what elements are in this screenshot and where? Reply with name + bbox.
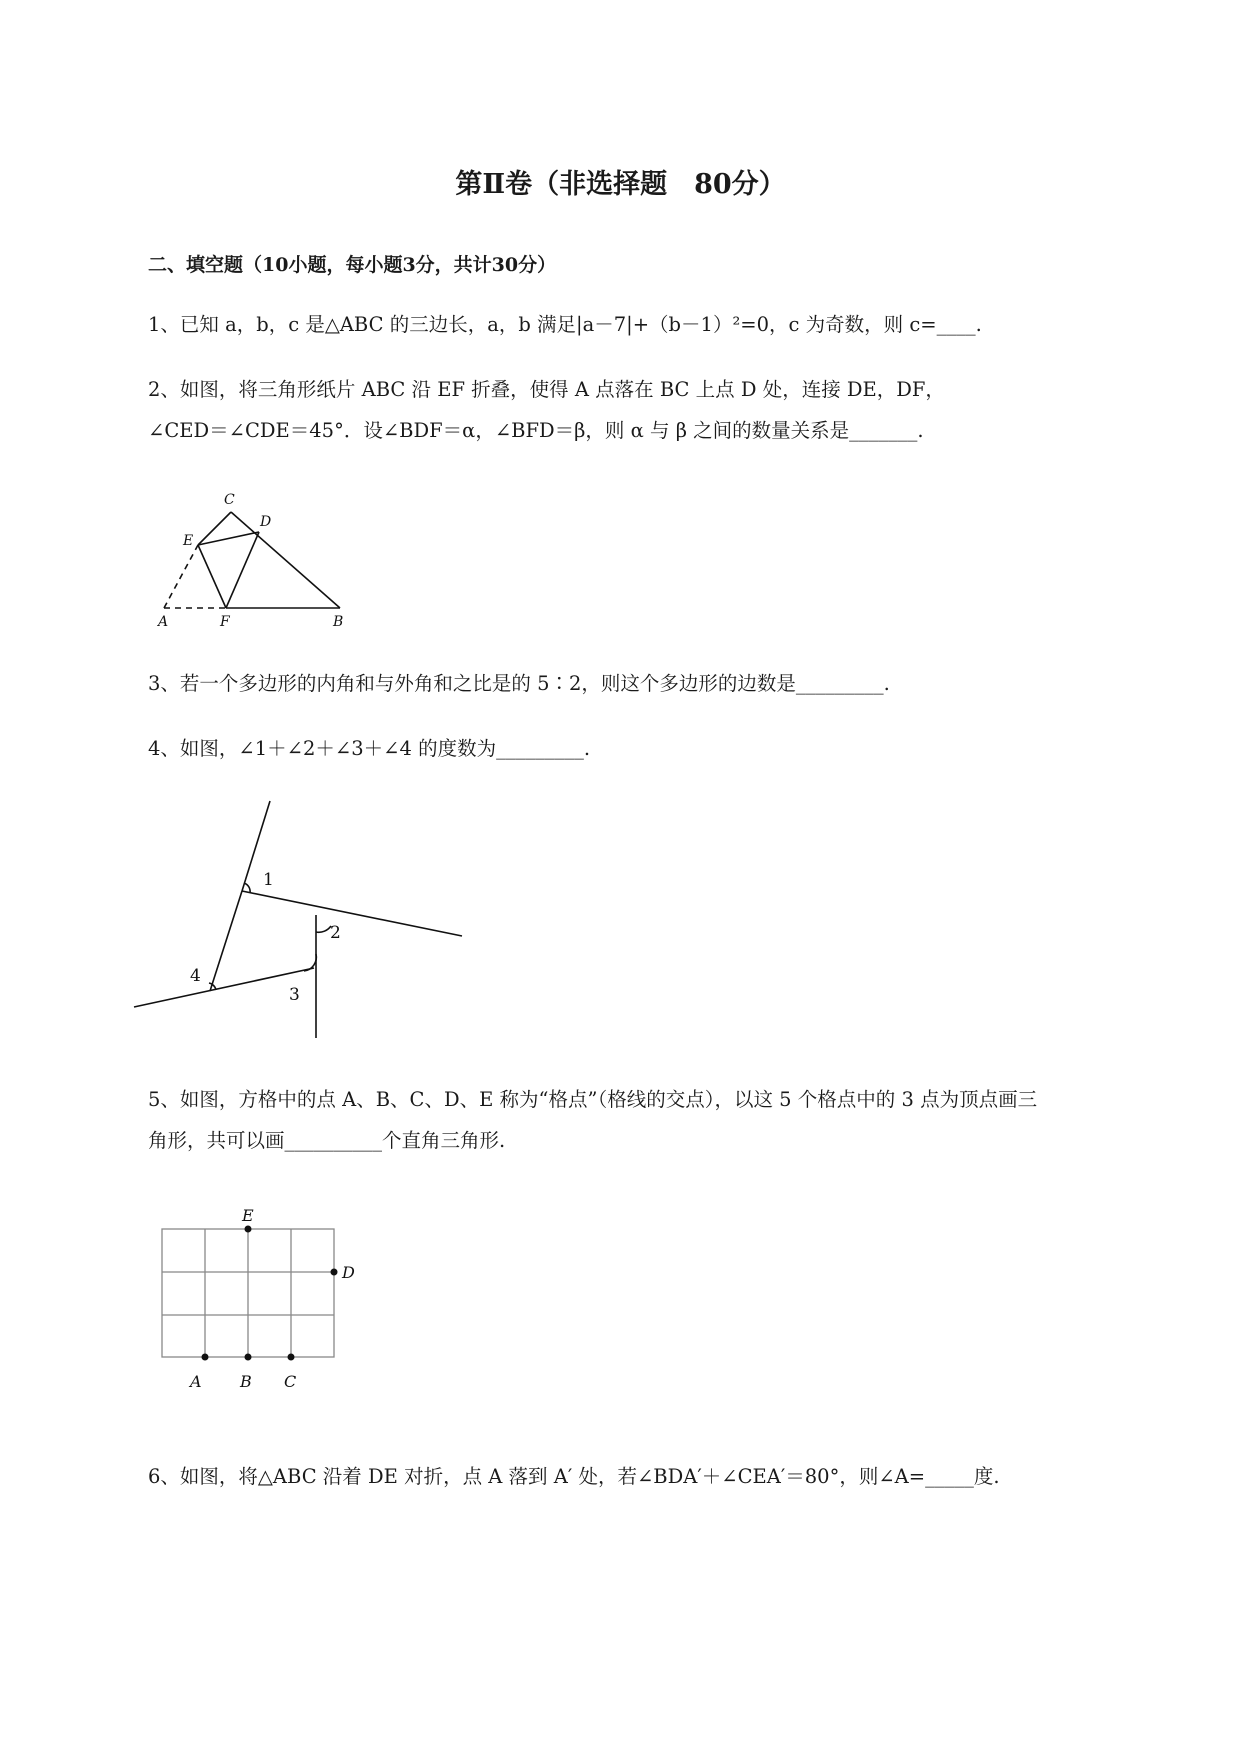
grid-point-a [202, 1354, 209, 1361]
question-text: 已知 a，b，c 是△ABC 的三边长，a，b 满足|a－7|+（b－1）²=0，c 为奇数，则 c=____. [179, 313, 982, 336]
question-4 [148, 732, 590, 766]
grid-point-b [245, 1354, 252, 1361]
label-c: C [224, 492, 235, 508]
label-d: D [260, 514, 272, 530]
question-text: 如图，将△ABC 沿着 DE 对折，点 A 落到 A′ 处，若∠BDA′＋∠CEA′＝80°，则∠A=_____度. [179, 1465, 1000, 1488]
angle-label-1: 1 [263, 870, 274, 890]
question-number: 5、 [148, 1088, 180, 1111]
label-d: D [342, 1263, 355, 1282]
label-b: B [333, 614, 344, 630]
question-text: 若一个多边形的内角和与外角和之比是的 5∶2，则这个多边形的边数是_________. [179, 672, 890, 695]
question-text-line-1: 如图，方格中的点 A、B、C、D、E 称为“格点”（格线的交点），以这 5 个格点中的 3 点为顶点画三 [179, 1088, 1038, 1111]
question-number: 1、 [148, 313, 180, 336]
label-e: E [183, 533, 194, 549]
label-f: F [220, 614, 230, 630]
angle-label-4: 4 [190, 966, 201, 986]
page-title: 第Ⅱ卷（非选择题 80分） [455, 169, 786, 200]
question-1 [148, 308, 982, 342]
question-number: 3、 [148, 672, 180, 695]
label-b: B [240, 1372, 252, 1391]
question-number: 4、 [148, 737, 180, 760]
label-a: A [190, 1372, 202, 1391]
angle-label-3: 3 [289, 985, 300, 1005]
question-3 [148, 667, 890, 701]
angle-label-2: 2 [330, 923, 341, 943]
question-2-line-2: ∠CED＝∠CDE＝45°．设∠BDF＝α，∠BFD＝β，则 α 与 β 之间的数量关系是_______. [148, 419, 924, 442]
section-heading: 二、填空题（10小题，每小题3分，共计30分） [148, 254, 557, 276]
question-text-line-1: 如图，将三角形纸片 ABC 沿 EF 折叠，使得 A 点落在 BC 上点 D 处，连接 DE，DF， [179, 378, 945, 401]
question-text: 如图，∠1＋∠2＋∠3＋∠4 的度数为_________. [179, 737, 591, 760]
figure-4-angles [140, 795, 480, 1055]
question-number: 6、 [148, 1465, 180, 1488]
label-e: E [242, 1206, 254, 1225]
question-number: 2、 [148, 378, 180, 401]
question-2 [148, 373, 945, 407]
figure-2-folded-triangle [150, 488, 370, 628]
grid-point-c [288, 1354, 295, 1361]
question-5-line-2: 角形，共可以画__________个直角三角形. [148, 1129, 506, 1152]
question-5 [148, 1083, 1037, 1117]
figure-5-grid [150, 1205, 370, 1405]
grid-point-d [331, 1269, 338, 1276]
label-c: C [284, 1372, 297, 1391]
label-a: A [158, 614, 169, 630]
grid-point-e [245, 1226, 252, 1233]
question-6 [148, 1460, 1000, 1494]
